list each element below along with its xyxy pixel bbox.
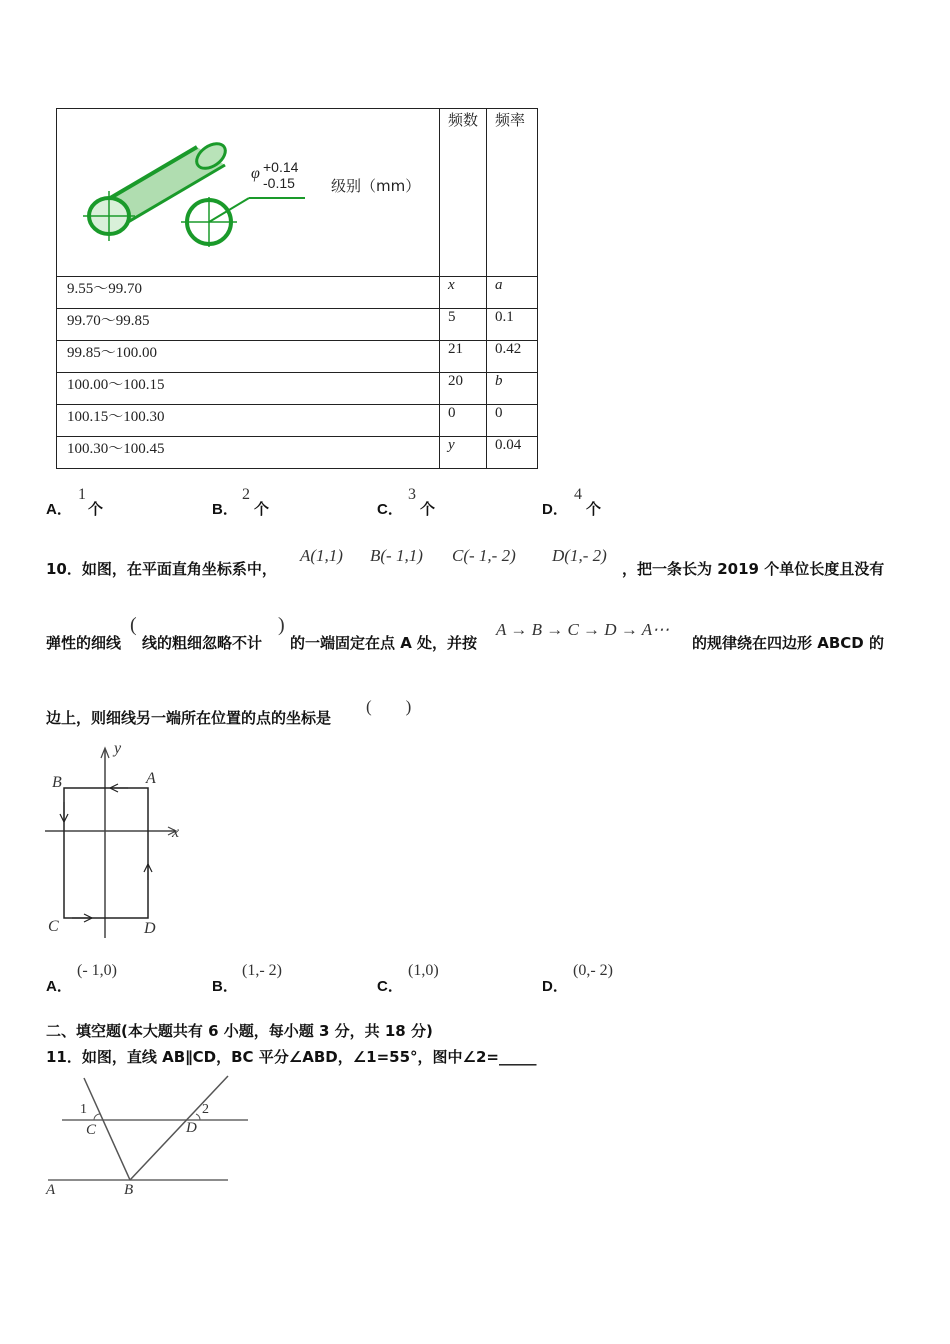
freq-cell: x <box>440 277 487 309</box>
q10-option-b-value: (1,- 2) <box>242 962 282 979</box>
question-11: 11．如图，直线 AB∥CD，BC 平分∠ABD，∠1=55°，图中∠2=_____ <box>46 1048 537 1066</box>
q9-option-a-unit: 个 <box>88 500 104 518</box>
freq-cell: 5 <box>440 309 487 341</box>
q10-line1-prefix: 10．如图，在平面直角坐标系中， <box>46 560 277 578</box>
grade-label: 级别（mm） <box>331 177 421 195</box>
q9-option-a-letter: A． <box>46 501 72 518</box>
label-x: x <box>172 824 180 841</box>
range-cell: 99.70～99.85 <box>57 309 440 341</box>
label-c: C <box>48 918 59 935</box>
table-row <box>57 437 538 469</box>
freq-cell: y <box>440 437 487 469</box>
label-d: D <box>144 920 156 937</box>
q10-option-a-value: (- 1,0) <box>77 962 117 979</box>
label-y: y <box>114 740 122 757</box>
range-cell: 99.85～100.00 <box>57 341 440 373</box>
frequency-table <box>56 108 538 469</box>
rate-cell: 0.04 <box>487 437 538 469</box>
q9-option-d-value: 4 <box>574 486 582 503</box>
q9-option-b-unit: 个 <box>254 500 270 518</box>
section-2-heading: 二、填空题(本大题共有 6 小题，每小题 3 分，共 18 分) <box>46 1022 433 1040</box>
q10-line1-suffix: ，把一条长为 2019 个单位长度且没有 <box>622 560 885 578</box>
q10-option-a-letter: A． <box>46 978 72 995</box>
q11-figure <box>44 1072 256 1202</box>
rate-cell: a <box>487 277 538 309</box>
label-d: D <box>186 1120 197 1136</box>
q10-option-d-value: (0,- 2) <box>573 962 613 979</box>
tolerance-top: +0.14 <box>263 159 299 175</box>
freq-cell: 21 <box>440 341 487 373</box>
label-b: B <box>124 1182 134 1198</box>
rectangle-abcd <box>64 788 148 918</box>
range-cell: 100.15～100.30 <box>57 405 440 437</box>
freq-cell: 0 <box>440 405 487 437</box>
phi-symbol: φ <box>251 165 260 182</box>
rate-cell: 0.1 <box>487 309 538 341</box>
paren-open: ( <box>130 614 137 636</box>
path-expression: A → B → C → D → A⋯ <box>496 620 670 639</box>
freq-header: 频数 <box>440 109 487 277</box>
table-row <box>57 405 538 437</box>
q10-line2-inner: 线的粗细忽略不计 <box>142 634 263 652</box>
line-bd <box>130 1076 228 1180</box>
angle-2-label: 2 <box>202 1102 209 1117</box>
q10-option-c-letter: C． <box>377 978 403 995</box>
paren-close: ) <box>278 614 285 636</box>
label-a: A <box>146 770 156 787</box>
tolerance-bottom: -0.15 <box>263 175 295 191</box>
point-c: C(- 1,- 2) <box>452 546 516 565</box>
coordinate-diagram <box>40 742 190 942</box>
table-header-image-cell <box>57 109 440 277</box>
range-cell: 100.30～100.45 <box>57 437 440 469</box>
q10-figure <box>40 742 190 942</box>
q9-option-c-letter: C． <box>377 501 403 518</box>
label-c: C <box>86 1122 97 1138</box>
range-cell: 9.55～99.70 <box>57 277 440 309</box>
point-a: A(1,1) <box>300 546 343 565</box>
rate-cell: 0.42 <box>487 341 538 373</box>
q10-option-d-letter: D． <box>542 978 568 995</box>
range-cell: 100.00～100.15 <box>57 373 440 405</box>
table-row <box>57 309 538 341</box>
rate-cell: 0 <box>487 405 538 437</box>
q9-option-c-unit: 个 <box>420 500 436 518</box>
point-b: B(- 1,1) <box>370 546 423 565</box>
q9-option-a-value: 1 <box>78 486 86 503</box>
q9-option-b-value: 2 <box>242 486 250 503</box>
rate-cell: b <box>487 373 538 405</box>
table-row <box>57 373 538 405</box>
q10-line2-suffix: 的规律绕在四边形 ABCD 的 <box>692 634 884 652</box>
q9-option-b-letter: B． <box>212 501 238 518</box>
answer-blank: ( ) <box>366 697 412 716</box>
q10-option-c-value: (1,0) <box>408 962 439 979</box>
parallel-lines-diagram <box>44 1072 256 1202</box>
table-row <box>57 277 538 309</box>
q10-line3: 边上，则细线另一端所在位置的点的坐标是 <box>46 709 332 727</box>
label-a: A <box>46 1182 56 1198</box>
table-row <box>57 341 538 373</box>
q10-line2-mid: 的一端固定在点 A 处，并按 <box>290 634 478 652</box>
q10-line2-prefix: 弹性的细线 <box>46 634 122 652</box>
q9-option-c-value: 3 <box>408 486 416 503</box>
angle-1-label: 1 <box>80 1102 87 1117</box>
freq-cell: 20 <box>440 373 487 405</box>
point-d: D(1,- 2) <box>552 546 607 565</box>
rate-header: 频率 <box>487 109 538 277</box>
q10-option-b-letter: B． <box>212 978 238 995</box>
label-b: B <box>52 774 62 791</box>
q9-option-d-unit: 个 <box>586 500 602 518</box>
q9-option-d-letter: D． <box>542 501 568 518</box>
